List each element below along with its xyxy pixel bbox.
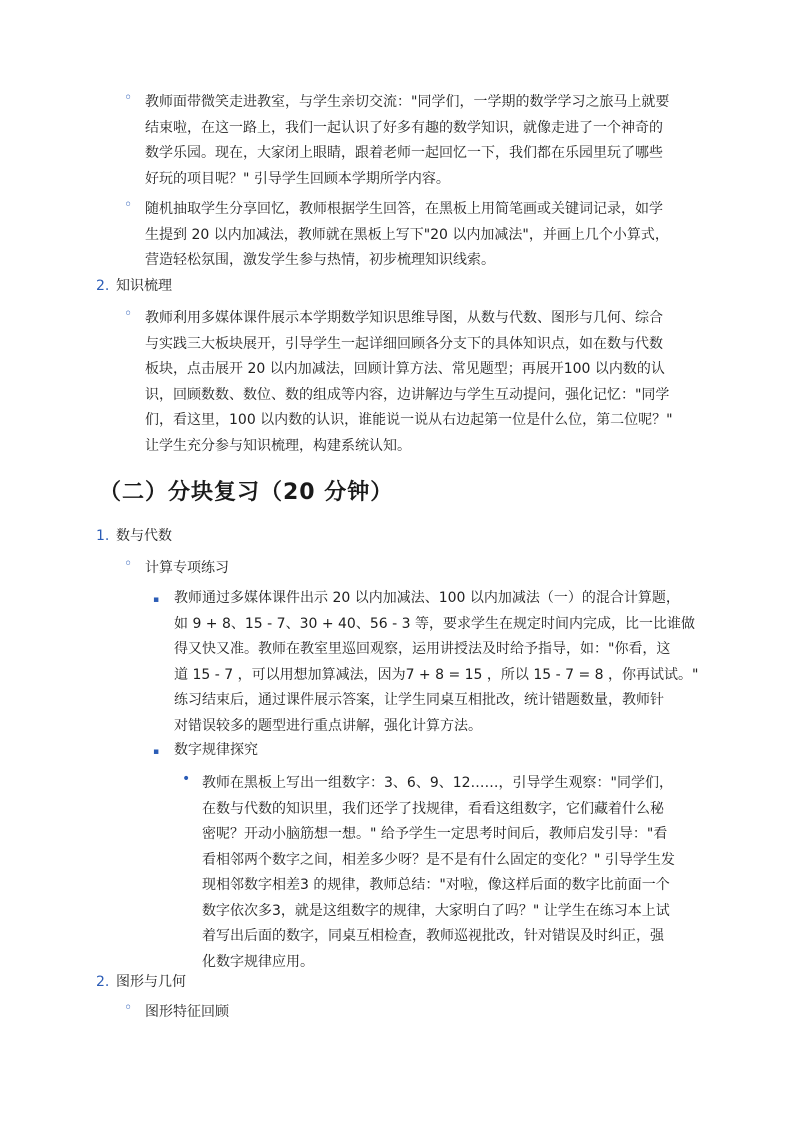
knowledge-summary-line: 板块，点击展开 20 以内加减法，回顾计算方法、常见题型；再展开100 以内数的认 [145, 361, 665, 377]
list-item-title: 数与代数 [116, 528, 172, 544]
top-bullet2-line: 随机抽取学生分享回忆，教师根据学生回答，在黑板上用简笔画或关键词记录，如学 [145, 201, 663, 217]
pattern-explore-line: 化数字规律应用。 [202, 953, 314, 970]
pattern-explore-line: 看相邻两个数字之间，相差多少呀？是不是有什么固定的变化？" 引导学生发 [202, 851, 675, 868]
top-bullet1-line: 教师面带微笑走进教室，与学生亲切交流："同学们，一学期的数学学习之旅马上就要 [145, 94, 670, 110]
sublist-title: 图形特征回顾 [145, 1004, 229, 1020]
top-bullet1-line: 好玩的项目呢？" 引导学生回顾本学期所学内容。 [145, 170, 450, 187]
list-item-title: 知识梳理 [116, 278, 172, 294]
pattern-explore-line: 数字依次多3，就是这组数字的规律，大家明白了吗？" 让学生在练习本上试 [202, 902, 670, 919]
section-heading: （二）分块复习（20 分钟） [99, 480, 394, 505]
knowledge-summary-line: 教师利用多媒体课件展示本学期数学知识思维导图，从数与代数、图形与几何、综合 [145, 310, 663, 326]
top-bullet2-line: 营造轻松氛围，激发学生参与热情，初步梳理知识线索。 [145, 252, 495, 268]
sub-sub-title: 数字规律探究 [174, 742, 258, 758]
top-bullet1-line: 结束啦，在这一路上，我们一起认识了好多有趣的数学知识，就像走进了一个神奇的 [145, 119, 663, 136]
pattern-explore-line: 着写出后面的数字，同桌互相检查，教师巡视批改，针对错误及时纠正，强 [202, 928, 664, 944]
dot-bullet-marker: • [182, 771, 191, 787]
circle-bullet-marker: ◦ [124, 556, 133, 572]
knowledge-summary-line: 们，看这里，100 以内数的认识，谁能说一说从右边起第一位是什么位，第二位呢？" [145, 412, 673, 428]
circle-bullet-marker: ◦ [124, 90, 133, 106]
top-bullet2-line: 生提到 20 以内加减法，教师就在黑板上写下"20 以内加减法"，并画上几个小算式， [145, 226, 669, 243]
list-number: 2. [96, 278, 110, 294]
pattern-explore-line: 在数与代数的知识里，我们还学了找规律，看看这组数字，它们藏着什么秘 [202, 800, 664, 817]
square-bullet-marker: ▪ [153, 747, 160, 757]
circle-bullet-marker: ◦ [124, 197, 133, 213]
square-bullet-marker: ▪ [153, 595, 160, 605]
knowledge-summary-line: 让学生充分参与知识梳理，构建系统认知。 [145, 437, 411, 454]
calc-practice-line: 如 9 + 8、15 - 7、30 + 40、56 - 3 等，要求学生在规定时间内完成，比一比谁做 [174, 615, 695, 632]
pattern-explore-line: 密呢？开动小脑筋想一想。" 给予学生一定思考时间后，教师启发引导："看 [202, 826, 668, 842]
list-item-title: 图形与几何 [116, 974, 186, 990]
calc-practice-line: 教师通过多媒体课件出示 20 以内加减法、100 以内加减法（一）的混合计算题， [174, 590, 680, 606]
top-bullet1-line: 数学乐园。现在，大家闭上眼睛，跟着老师一起回忆一下，我们都在乐园里玩了哪些 [145, 145, 663, 161]
knowledge-summary-line: 识，回顾数数、数位、数的组成等内容，边讲解边与学生互动提问，强化记忆："同学 [145, 386, 670, 403]
list-number: 1. [96, 528, 110, 544]
calc-practice-line: 练习结束后，通过课件展示答案，让学生同桌互相批改，统计错题数量，教师针 [174, 692, 664, 708]
calc-practice-line: 对错误较多的题型进行重点讲解，强化计算方法。 [174, 717, 482, 734]
calc-practice-line: 道 15 - 7 ，可以用想加算减法，因为7 + 8 = 15 ，所以 15 - 7 = 8 ，你再试试。" [174, 666, 699, 683]
circle-bullet-marker: ◦ [124, 306, 133, 322]
knowledge-summary-line: 与实践三大板块展开，引导学生一起详细回顾各分支下的具体知识点，如在数与代数 [145, 335, 663, 352]
pattern-explore-line: 现相邻数字相差3 的规律，教师总结："对啦，像这样后面的数字比前面一个 [202, 877, 670, 893]
list-number: 2. [96, 974, 110, 990]
sublist-title: 计算专项练习 [145, 560, 229, 576]
pattern-explore-line: 教师在黑板上写出一组数字：3、6、9、12……，引导学生观察："同学们， [202, 775, 673, 791]
calc-practice-line: 得又快又准。教师在教室里巡回观察，运用讲授法及时给予指导，如："你看，这 [174, 641, 671, 657]
circle-bullet-marker: ◦ [124, 1000, 133, 1016]
